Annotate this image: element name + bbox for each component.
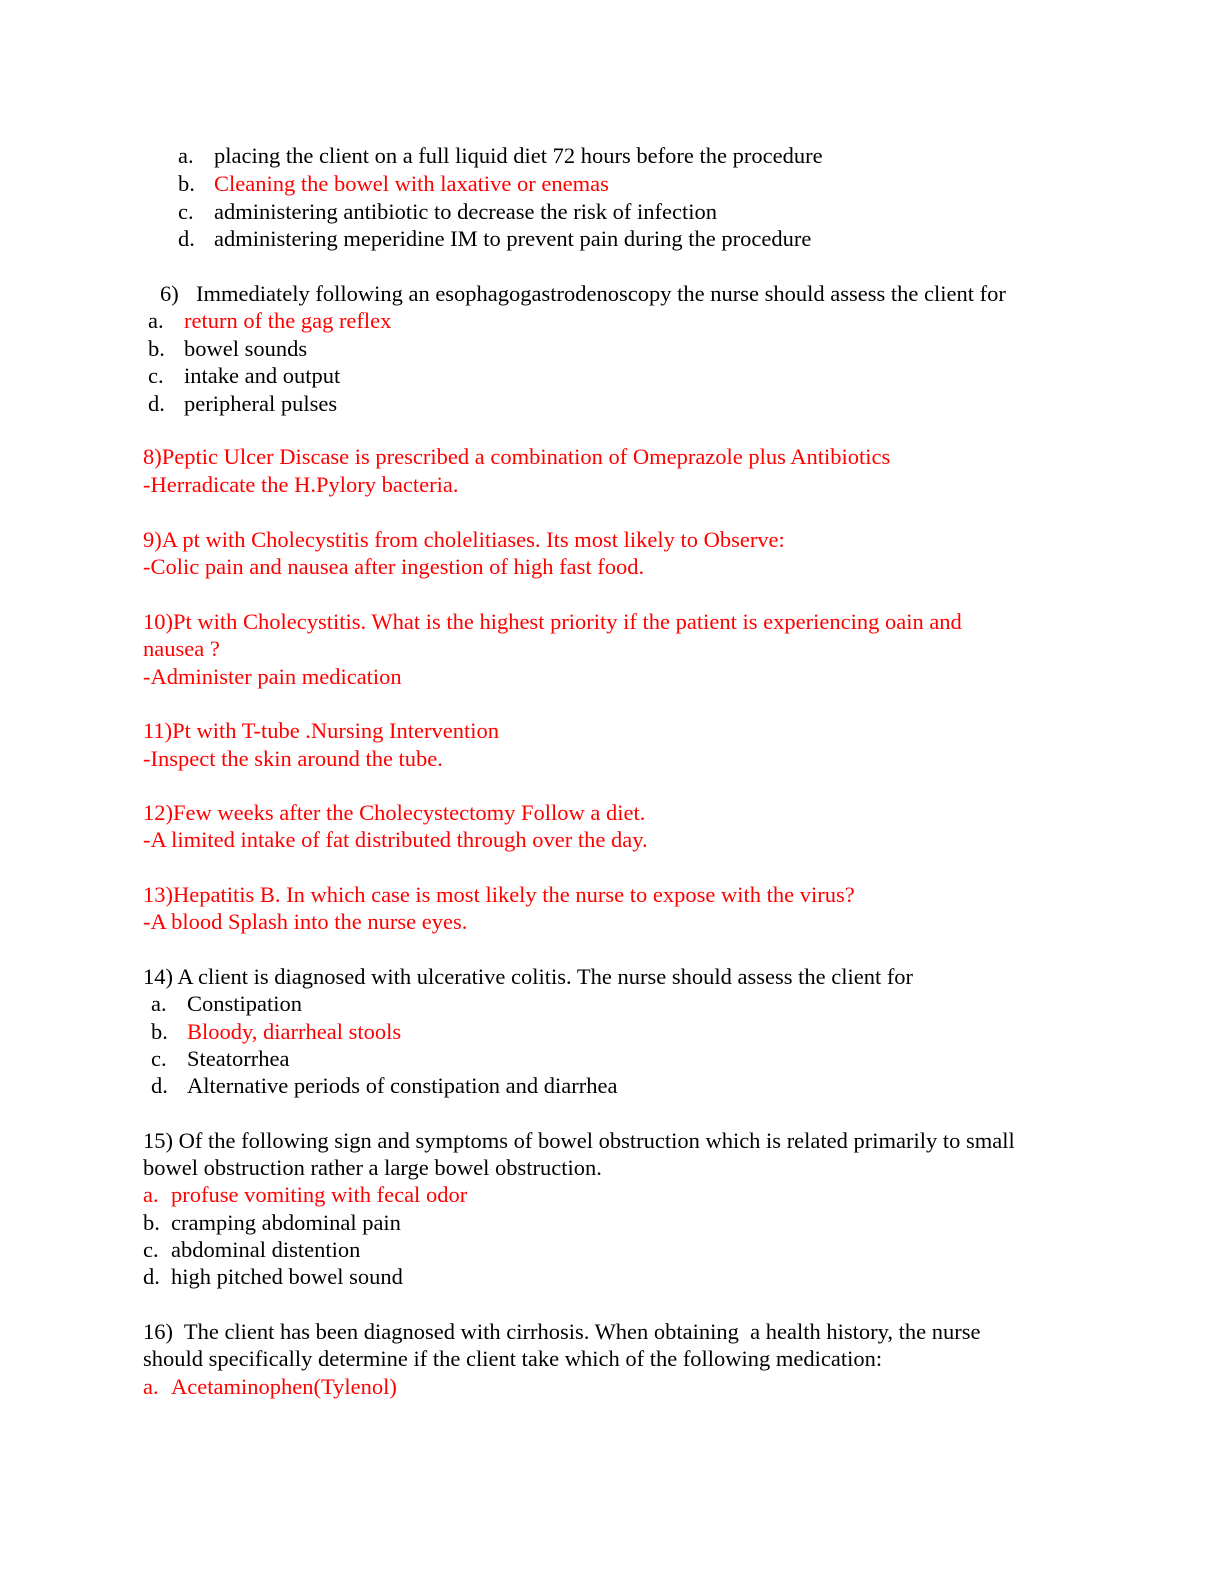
option-text-answer: Acetaminophen(Tylenol): [171, 1374, 397, 1399]
option-text: abdominal distention: [171, 1237, 361, 1262]
option-text-answer: profuse vomiting with fecal odor: [171, 1182, 468, 1207]
q14-option-a: [151, 990, 302, 1018]
option-text: placing the client on a full liquid diet 72 hours before the procedure: [214, 143, 823, 168]
option-label: c.: [178, 199, 194, 224]
option-label: b.: [151, 1019, 168, 1044]
q16-option-a: [143, 1373, 397, 1401]
option-text: peripheral pulses: [184, 391, 338, 416]
option-label: c.: [151, 1046, 167, 1071]
option-label: a.: [143, 1374, 159, 1399]
q12-question: 12)Few weeks after the Cholecystectomy Follow a diet.: [143, 800, 646, 825]
q15-question-line2: bowel obstruction rather a large bowel obstruction.: [143, 1155, 602, 1180]
q16-question-line1: 16) The client has been diagnosed with cirrhosis. When obtaining a health history, the nurse: [143, 1319, 981, 1344]
q5-option-b: [178, 170, 609, 198]
q13-question: 13)Hepatitis B. In which case is most likely the nurse to expose with the virus?: [143, 882, 855, 907]
option-text: bowel sounds: [184, 336, 308, 361]
q14-option-d: [151, 1072, 617, 1100]
option-text-answer: return of the gag reflex: [184, 308, 392, 333]
option-label: d.: [148, 391, 165, 416]
q6-option-b: [148, 335, 307, 363]
option-label: d.: [151, 1073, 168, 1098]
option-label: a.: [148, 308, 164, 333]
option-label: b.: [178, 171, 195, 196]
q11-question: 11)Pt with T-tube .Nursing Intervention: [143, 718, 500, 743]
q6-question: [160, 280, 1006, 308]
q14-option-c: [151, 1045, 289, 1073]
option-text: cramping abdominal pain: [171, 1210, 401, 1235]
q8-answer: -Herradicate the H.Pylory bacteria.: [143, 472, 459, 497]
q15-option-c: [143, 1236, 360, 1264]
option-text: administering meperidine IM to prevent pain during the procedure: [214, 226, 812, 251]
q14-question: 14) A client is diagnosed with ulcerative colitis. The nurse should assess the client for: [143, 964, 914, 989]
q16-question-line2: should specifically determine if the client take which of the following medication:: [143, 1346, 883, 1371]
option-text: intake and output: [184, 363, 341, 388]
q14-option-b: [151, 1018, 401, 1046]
q15-option-a: [143, 1181, 467, 1209]
q15-question-line1: 15) Of the following sign and symptoms of bowel obstruction which is related primarily to small: [143, 1128, 1015, 1153]
option-text: Constipation: [187, 991, 303, 1016]
q9-question: 9)A pt with Cholecystitis from cholelitiases. Its most likely to Observe:: [143, 527, 785, 552]
option-label: d.: [143, 1264, 160, 1289]
option-label: a.: [143, 1182, 159, 1207]
question-text: Immediately following an esophagogastrodenoscopy the nurse should assess the client for: [196, 281, 1006, 306]
option-label: b.: [143, 1210, 160, 1235]
q8-question: 8)Peptic Ulcer Discase is prescribed a combination of Omeprazole plus Antibiotics: [143, 444, 891, 469]
q13-answer: -A blood Splash into the nurse eyes.: [143, 909, 468, 934]
q15-option-d: [143, 1263, 403, 1291]
q9-answer: -Colic pain and nausea after ingestion of high fast food.: [143, 554, 645, 579]
q5-option-c: [178, 198, 717, 226]
option-text-answer: Bloody, diarrheal stools: [187, 1019, 402, 1044]
option-text-answer: Cleaning the bowel with laxative or enemas: [214, 171, 609, 196]
option-label: c.: [148, 363, 164, 388]
q10-answer: -Administer pain medication: [143, 664, 402, 689]
q12-answer: -A limited intake of fat distributed through over the day.: [143, 827, 648, 852]
q5-option-d: [178, 225, 811, 253]
option-text: high pitched bowel sound: [171, 1264, 403, 1289]
q10-question-line2: nausea ?: [143, 636, 220, 661]
option-text: administering antibiotic to decrease the risk of infection: [214, 199, 717, 224]
option-label: d.: [178, 226, 195, 251]
option-label: b.: [148, 336, 165, 361]
option-label: a.: [178, 143, 194, 168]
q5-option-a: [178, 142, 823, 170]
q11-answer: -Inspect the skin around the tube.: [143, 746, 443, 771]
option-text: Steatorrhea: [187, 1046, 290, 1071]
q6-option-d: [148, 390, 337, 418]
option-text: Alternative periods of constipation and diarrhea: [187, 1073, 618, 1098]
q6-option-c: [148, 362, 340, 390]
option-label: c.: [143, 1237, 159, 1262]
q6-option-a: [148, 307, 391, 335]
q15-option-b: [143, 1209, 401, 1237]
q10-question-line1: 10)Pt with Cholecystitis. What is the highest priority if the patient is experiencing oain and: [143, 609, 962, 634]
option-label: a.: [151, 991, 167, 1016]
question-number: 6): [160, 281, 179, 306]
